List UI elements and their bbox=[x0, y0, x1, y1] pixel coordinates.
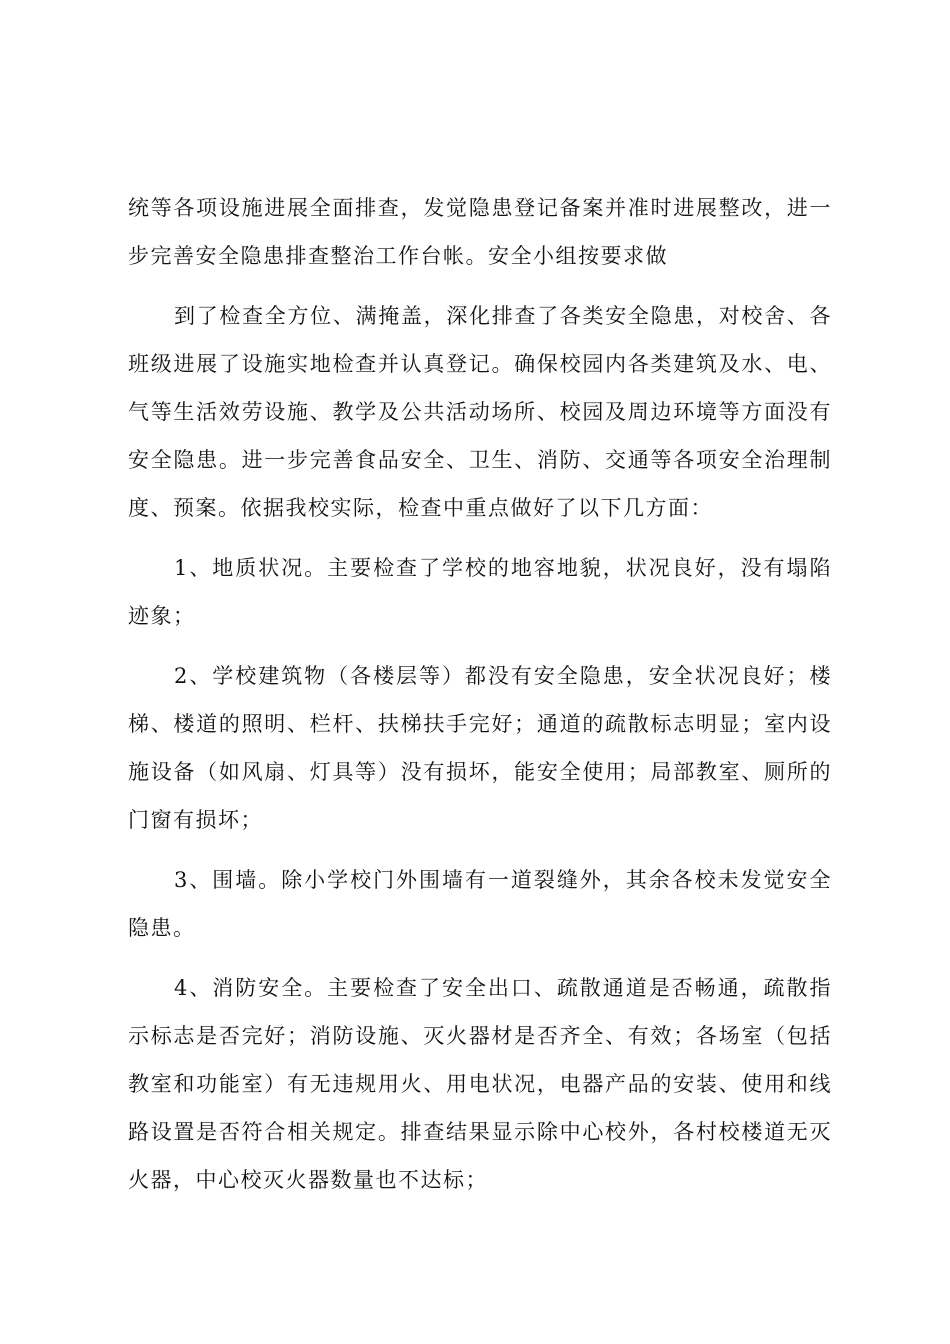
paragraph-1: 统等各项设施进展全面排查，发觉隐患登记备案并准时进展整改，进一步完善安全隐患排查整治工作台帐。安全小组按要求做 bbox=[128, 196, 832, 268]
paragraph-3: 1、地质状况。主要检查了学校的地容地貌，状况良好，没有塌陷迹象； bbox=[128, 556, 832, 628]
document-body bbox=[128, 184, 832, 1204]
paragraph-6: 4、消防安全。主要检查了安全出口、疏散通道是否畅通，疏散指示标志是否完好；消防设施、灭火器材是否齐全、有效；各场室（包括教室和功能室）有无违规用火、用电状况，电器产品的安装、使用和线路设置是否符合相关规定。排查结果显示除中心校外，各村校楼道无灭火器，中心校灭火器数量也不达标； bbox=[128, 976, 832, 1192]
paragraph-5: 3、围墙。除小学校门外围墙有一道裂缝外，其余各校未发觉安全隐患。 bbox=[128, 868, 832, 940]
paragraph-2: 到了检查全方位、满掩盖，深化排查了各类安全隐患，对校舍、各班级进展了设施实地检查并认真登记。确保校园内各类建筑及水、电、气等生活效劳设施、教学及公共活动场所、校园及周边环境等方面没有安全隐患。进一步完善食品安全、卫生、消防、交通等各项安全治理制度、预案。依据我校实际，检查中重点做好了以下几方面： bbox=[128, 304, 832, 520]
paragraph-4: 2、学校建筑物（各楼层等）都没有安全隐患，安全状况良好；楼梯、楼道的照明、栏杆、扶梯扶手完好；通道的疏散标志明显；室内设施设备（如风扇、灯具等）没有损坏，能安全使用；局部教室、厕所的门窗有损坏； bbox=[128, 664, 832, 832]
